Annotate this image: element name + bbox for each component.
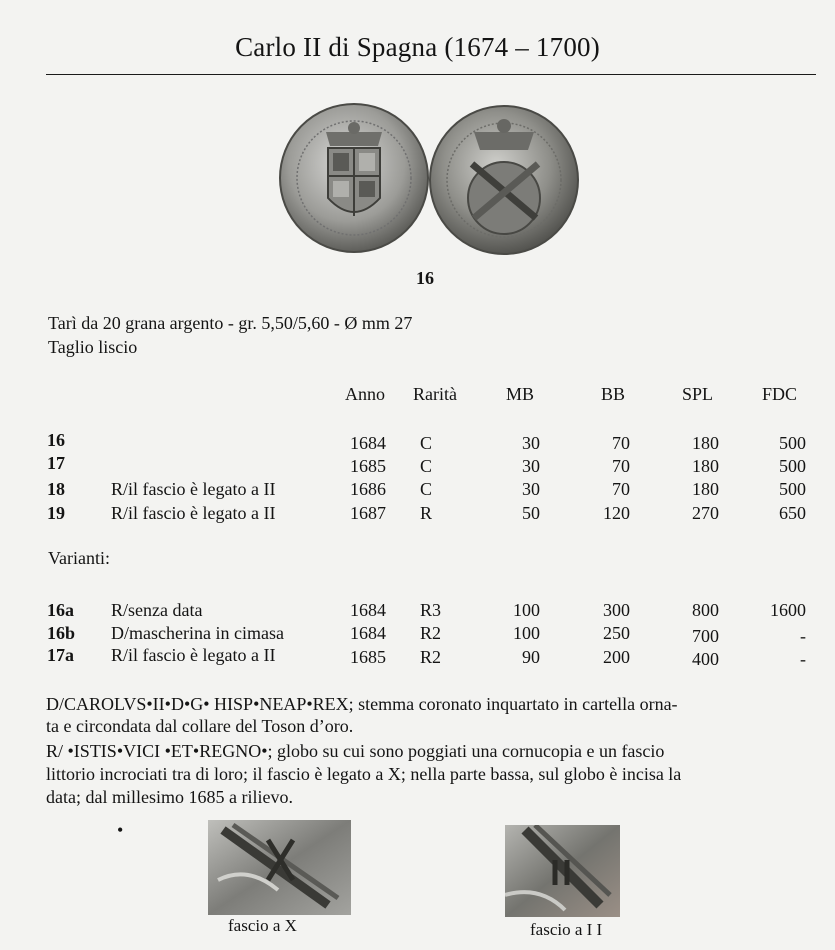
row-mb: 50 xyxy=(522,503,540,523)
table-row xyxy=(0,453,835,475)
row-spl: 800 xyxy=(692,600,719,620)
header-mb: MB xyxy=(506,384,535,404)
legend-reverse-line: data; dal millesimo 1685 a rilievo. xyxy=(46,787,293,807)
row-fdc: - xyxy=(800,626,806,646)
coin-obverse xyxy=(280,104,428,252)
table-header xyxy=(0,384,835,406)
coin-description: Tarì da 20 grana argento - gr. 5,50/5,60 - Ø mm 27 xyxy=(48,313,413,333)
caption-fascio-x: fascio a X xyxy=(228,916,297,935)
header-spl: SPL xyxy=(682,384,714,404)
row-spl: 270 xyxy=(692,503,719,523)
row-description: R/il fascio è legato a II xyxy=(111,645,276,665)
header-fdc: FDC xyxy=(762,384,798,404)
row-rarita: C xyxy=(420,479,433,499)
edge-description: Taglio liscio xyxy=(48,337,138,357)
row-description: R/il fascio è legato a II xyxy=(111,479,276,499)
row-bb: 250 xyxy=(603,623,630,643)
title-rule xyxy=(46,74,816,75)
row-mb: 30 xyxy=(522,479,540,499)
row-anno: 1684 xyxy=(350,600,386,620)
row-fdc: 650 xyxy=(779,503,806,523)
row-number: 19 xyxy=(47,503,65,523)
caption-fascio-ii: fascio a I I xyxy=(530,920,603,939)
row-number: 16a xyxy=(47,600,74,620)
row-fdc: 1600 xyxy=(770,600,806,620)
legend-reverse-line: littorio incrociati tra di loro; il fascio è legato a X; nella parte bassa, sul globo è incisa la xyxy=(46,764,682,784)
variant-row xyxy=(0,645,835,667)
row-fdc: 500 xyxy=(779,479,806,499)
header-rarita: Rarità xyxy=(413,384,457,404)
row-spl: 180 xyxy=(692,433,719,453)
legend-obverse-line: D/CAROLVS•II•D•G• HISP•NEAP•REX; stemma coronato inquartato in cartella orna- xyxy=(46,694,678,714)
row-number: 18 xyxy=(47,479,65,499)
legend-obverse-line: ta e circondata dal collare del Toson d’oro. xyxy=(46,716,354,736)
coin-photo xyxy=(276,98,581,258)
row-rarita: C xyxy=(420,433,433,453)
row-rarita: R2 xyxy=(420,623,442,643)
row-anno: 1687 xyxy=(350,503,386,523)
row-fdc: - xyxy=(800,649,806,669)
table-row xyxy=(0,479,835,501)
row-mb: 30 xyxy=(522,433,540,453)
row-rarita: R2 xyxy=(420,647,442,667)
row-spl: 180 xyxy=(692,479,719,499)
detail-photo-fascio-x xyxy=(208,820,351,915)
row-mb: 30 xyxy=(522,456,540,476)
row-spl: 700 xyxy=(692,626,719,646)
row-description: R/il fascio è legato a II xyxy=(111,503,276,523)
row-number: 17 xyxy=(47,453,65,473)
row-rarita: R3 xyxy=(420,600,442,620)
row-fdc: 500 xyxy=(779,433,806,453)
page-title: Carlo II di Spagna (1674 – 1700) xyxy=(235,32,600,62)
row-anno: 1685 xyxy=(350,456,386,476)
row-bb: 70 xyxy=(612,433,630,453)
variants-label: Varianti: xyxy=(48,548,110,568)
row-anno: 1684 xyxy=(350,623,386,643)
table-row xyxy=(0,430,835,452)
row-fdc: 500 xyxy=(779,456,806,476)
row-mb: 100 xyxy=(513,623,540,643)
row-description: R/senza data xyxy=(111,600,203,620)
legend-reverse-line: R/ •ISTIS•VICI •ET•REGNO•; globo su cui sono poggiati una cornucopia e un fascio xyxy=(46,741,665,761)
row-spl: 400 xyxy=(692,649,719,669)
row-spl: 180 xyxy=(692,456,719,476)
coin-label: 16 xyxy=(416,268,434,288)
header-bb: BB xyxy=(601,384,626,404)
row-anno: 1685 xyxy=(350,647,386,667)
row-bb: 70 xyxy=(612,456,630,476)
row-number: 16b xyxy=(47,623,76,643)
row-rarita: R xyxy=(420,503,433,523)
row-number: 17a xyxy=(47,645,74,665)
variant-row xyxy=(0,623,835,645)
row-mb: 90 xyxy=(522,647,540,667)
variant-row xyxy=(0,600,835,622)
row-anno: 1686 xyxy=(350,479,386,499)
row-mb: 100 xyxy=(513,600,540,620)
row-number: 16 xyxy=(47,430,65,450)
header-anno: Anno xyxy=(345,384,385,404)
row-rarita: C xyxy=(420,456,433,476)
bullet-mark: • xyxy=(117,820,124,840)
row-bb: 120 xyxy=(603,503,630,523)
row-bb: 300 xyxy=(603,600,630,620)
row-description: D/mascherina in cimasa xyxy=(111,623,284,643)
row-anno: 1684 xyxy=(350,433,386,453)
table-row xyxy=(0,503,835,525)
row-bb: 70 xyxy=(612,479,630,499)
coin-reverse xyxy=(430,106,578,254)
detail-photo-fascio-ii xyxy=(505,825,620,917)
row-bb: 200 xyxy=(603,647,630,667)
